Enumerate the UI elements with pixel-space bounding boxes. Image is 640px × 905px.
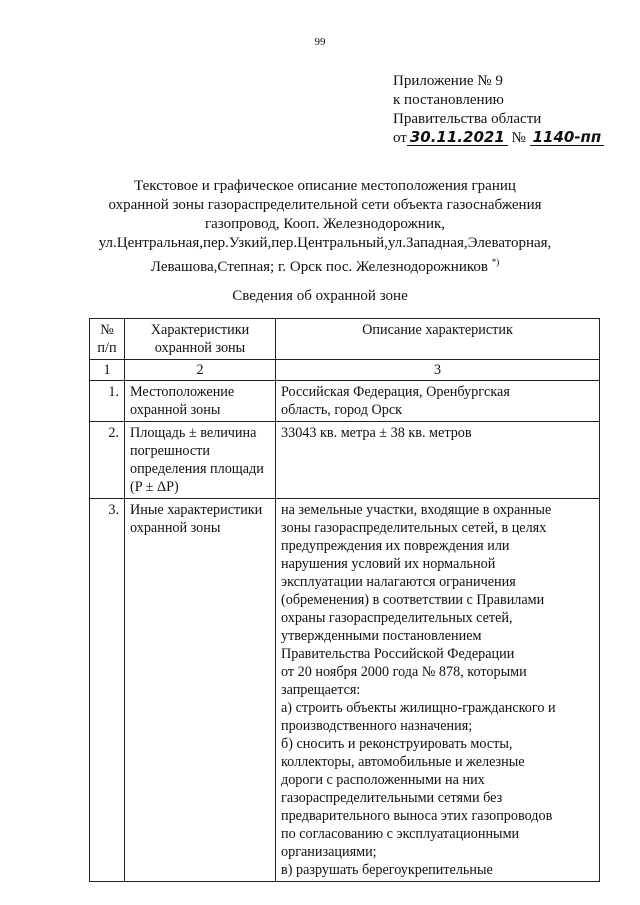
description-line: газораспределительными сетями без <box>281 790 503 806</box>
description-line: зоны газораспределительных сетей, в целях <box>281 520 547 536</box>
handwritten-number: 1140-пп <box>530 130 605 146</box>
appendix-date-line <box>393 129 604 148</box>
zone-info-table <box>89 318 600 882</box>
row-number: 2. <box>90 422 125 499</box>
description-line: по согласованию с эксплуатационными <box>281 826 520 842</box>
column-number: 1 <box>90 360 125 381</box>
table-header-row <box>90 319 600 360</box>
description-line: эксплуатации налагаются ограничения <box>281 574 516 590</box>
section-subtitle: Сведения об охранной зоне <box>232 288 408 304</box>
appendix-line-2: к постановлению <box>393 92 504 108</box>
title-line <box>60 253 590 277</box>
description-line: утвержденными постановлением <box>281 628 482 644</box>
description-line: Российская Федерация, Оренбургская <box>281 384 510 400</box>
title-line: Текстовое и графическое описание местоположения границ <box>134 178 516 194</box>
row-characteristic: Площадь ± величина погрешности определения площади (P ± ΔP) <box>125 422 276 499</box>
column-number-row <box>90 360 600 381</box>
table-row <box>90 381 600 422</box>
header-characteristic: Характеристики охранной зоны <box>125 319 276 360</box>
date-prefix: от <box>393 130 407 146</box>
row-characteristic: Местоположение охранной зоны <box>125 381 276 422</box>
description-line: в) разрушать берегоукрепительные <box>281 862 493 878</box>
handwritten-date: 30.11.2021 <box>407 130 508 146</box>
row-number: 3. <box>90 499 125 882</box>
table-row <box>90 499 600 882</box>
description-line: охраны газораспределительных сетей, <box>281 610 513 626</box>
title-line: охранной зоны газораспределительной сети объекта газоснабжения <box>108 197 542 213</box>
description-line: от 20 ноября 2000 года № 878, которыми <box>281 664 527 680</box>
description-line: предупреждения их повреждения или <box>281 538 510 554</box>
description-line: нарушения условий их нормальной <box>281 556 496 572</box>
description-line: 33043 кв. метра ± 38 кв. метров <box>281 425 472 441</box>
description-line: Правительства Российской Федерации <box>281 646 515 662</box>
appendix-title: Приложение № 9 <box>393 73 503 89</box>
description-line: б) сносить и реконструировать мосты, <box>281 736 513 752</box>
description-line: на земельные участки, входящие в охранные <box>281 502 552 518</box>
description-line: предварительного выноса этих газопроводов <box>281 808 553 824</box>
row-description <box>276 381 600 422</box>
number-prefix: № <box>511 130 526 146</box>
header-description: Описание характеристик <box>276 319 600 360</box>
description-line: организациями; <box>281 844 377 860</box>
description-line: коллекторы, автомобильные и железные <box>281 754 525 770</box>
title-line: газопровод, Кооп. Железнодорожник, <box>204 216 446 232</box>
document-title <box>60 177 590 277</box>
description-line: запрещается: <box>281 682 361 698</box>
description-line: а) строить объекты жилищно-гражданского и <box>281 700 556 716</box>
appendix-block <box>393 72 604 148</box>
description-line: производственного назначения; <box>281 718 473 734</box>
title-line: ул.Центральная,пер.Узкий,пер.Центральный,ул.Западная,Элеваторная, <box>98 235 552 251</box>
row-number: 1. <box>90 381 125 422</box>
header-number: № п/п <box>90 319 125 360</box>
description-line: (обременения) в соответствии с Правилами <box>281 592 545 608</box>
column-number: 3 <box>276 360 600 381</box>
description-line: область, город Орск <box>281 402 403 418</box>
table-row <box>90 422 600 499</box>
row-description <box>276 499 600 882</box>
appendix-line-3: Правительства области <box>393 111 542 127</box>
description-line: дороги с расположенными на них <box>281 772 485 788</box>
title-line-text: Левашова,Степная; г. Орск пос. Железнодорожников <box>150 259 488 275</box>
page-number: 99 <box>314 36 326 48</box>
row-description <box>276 422 600 499</box>
footnote-mark: *) <box>491 257 500 267</box>
column-number: 2 <box>125 360 276 381</box>
row-characteristic: Иные характеристики охранной зоны <box>125 499 276 882</box>
